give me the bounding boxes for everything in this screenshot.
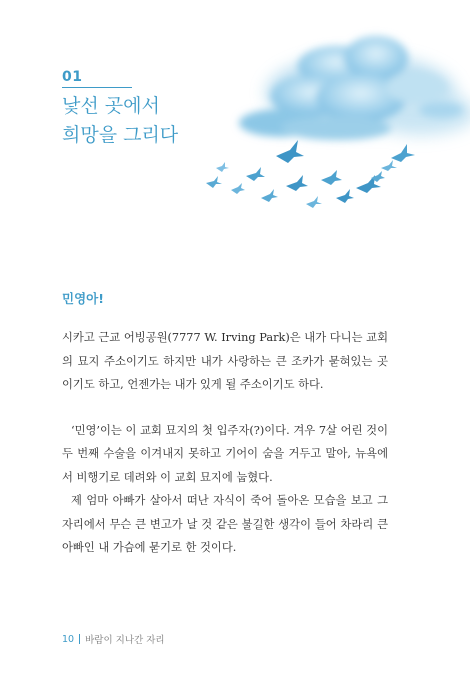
chapter-number: 01 [62,69,83,85]
paragraph-3: 제 엄마 아빠가 살아서 떠난 자식이 죽어 돌아온 모습을 보고 그 자리에서 무슨 큰 변고가 날 것 같은 불길한 생각이 들어 차라리 큰 아빠인 내 가슴에 묻기로 한 것이다. [62,494,388,554]
running-title: 바람이 지나간 자리 [85,635,165,646]
page-footer [62,632,165,646]
body-text [62,326,388,560]
salutation: 민영아! [62,291,104,306]
flying-birds [206,140,415,208]
footer-divider [79,634,80,644]
paragraph-1: 시카고 근교 어빙공원(7777 W. Irving Park)은 내가 다니는 교회의 묘지 주소이기도 하지만 내가 사랑하는 큰 조카가 묻혀있는 곳이기도 하고, 언젠가는 내가 있게 될 주소이기도 하다. [62,331,388,391]
birds-and-clouds-icon [186,18,470,218]
page-number: 10 [62,633,75,645]
chapter-divider [62,87,132,88]
chapter-title-line-2: 희망을 그리다 [62,124,179,146]
chapter-title-line-1: 낯선 곳에서 [62,95,160,117]
paragraph-gap [62,397,388,419]
paragraph-2: ‘민영’이는 이 교회 묘지의 첫 입주자(?)이다. 겨우 7살 어린 것이 두 번째 수술을 이겨내지 못하고 기어이 숨을 거두고 말아, 뉴욕에서 비행기로 데려와 이 교회 묘지에 눕혔다. [62,423,388,484]
